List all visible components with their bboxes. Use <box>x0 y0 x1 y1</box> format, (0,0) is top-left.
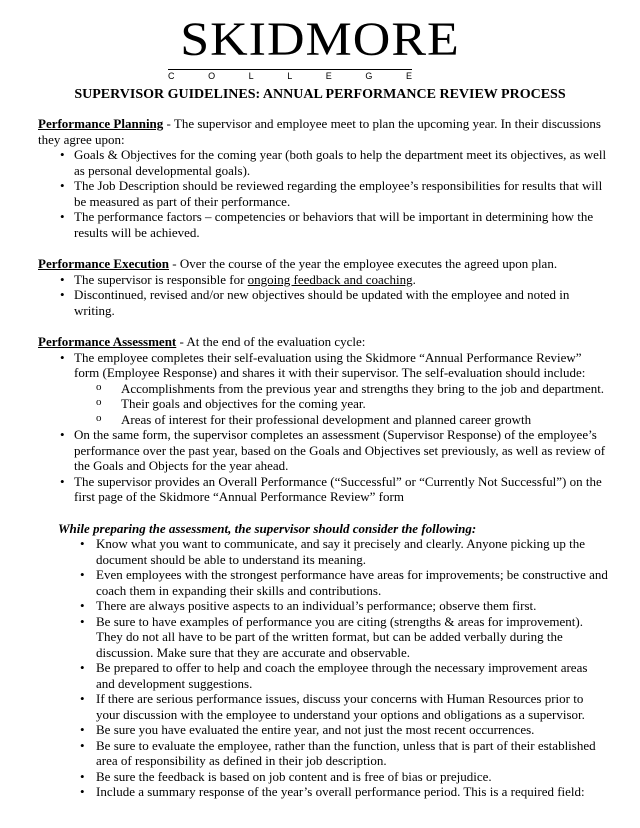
logo-letter: O <box>208 71 216 81</box>
list-item: • There are always positive aspects to an individual’s performance; observe them first. <box>38 598 608 614</box>
list-item <box>38 350 608 428</box>
list-item <box>38 272 608 288</box>
logo-wordmark: SKIDMORE <box>180 13 460 67</box>
page-title: SUPERVISOR GUIDELINES: ANNUAL PERFORMANCE REVIEW PROCESS <box>74 87 566 102</box>
list-item: • Be sure the feedback is based on job content and is free of bias or prejudice. <box>38 769 608 785</box>
logo-subtitle-letters <box>168 70 412 82</box>
sub-list-item: o Their goals and objectives for the coming year. <box>38 396 608 412</box>
list-item: • Even employees with the strongest performance have areas for improvements; be constructive and coach them in expanding their skills and contributions. <box>38 567 608 598</box>
logo-letter: G <box>365 71 373 81</box>
list-item: • On the same form, the supervisor completes an assessment (Supervisor Response) of the employee’s performance over the past year, based on the Goals and Objectives set previously, as well as review of the Goals and Objects for the year ahead. <box>38 427 608 474</box>
assessment-heading: Performance Assessment <box>38 334 177 349</box>
ongoing-feedback-text: ongoing feedback and coaching <box>247 271 413 287</box>
assessment-intro-text: - At the end of the evaluation cycle: <box>176 334 366 349</box>
execution-list <box>38 272 608 319</box>
list-item-text: The employee completes their self-evaluation using the Skidmore “Annual Performance Review” form (Employee Response) and shares it with their supervisor. The self-evaluation should include: <box>74 349 586 380</box>
list-item: • Be sure you have evaluated the entire year, and not just the most recent occurrences. <box>38 722 608 738</box>
sub-list-item: o Accomplishments from the previous year and strengths they bring to the job and department. <box>38 381 608 397</box>
planning-intro <box>38 116 608 147</box>
assessment-intro <box>38 334 608 350</box>
document-body <box>38 116 608 800</box>
logo-letter: E <box>405 71 412 81</box>
logo-letter: E <box>325 71 332 81</box>
list-item: • Discontinued, revised and/or new objectives should be updated with the employee and noted in writing. <box>38 287 608 318</box>
skidmore-logo <box>0 13 640 81</box>
execution-heading: Performance Execution <box>38 256 170 271</box>
logo-subtitle <box>168 64 412 88</box>
logo-letter: L <box>287 71 293 81</box>
considerations-list <box>38 536 608 800</box>
execution-intro <box>38 256 608 272</box>
list-item-text: The supervisor is responsible for <box>74 271 248 287</box>
sub-list-item: o Areas of interest for their professional development and planned career growth <box>38 412 608 428</box>
list-item: • Be sure to evaluate the employee, rather than the function, unless that is part of their established area of responsibility as defined in their job description. <box>38 738 608 769</box>
list-item: • If there are serious performance issues, discuss your concerns with Human Resources prior to your discussion with the employee to understand your options and obligations as a supervisor. <box>38 691 608 722</box>
list-item: • Goals & Objectives for the coming year (both goals to help the department meet its objectives, as well as personal developmental goals). <box>38 147 608 178</box>
assessment-list <box>38 350 608 505</box>
list-item: • The supervisor provides an Overall Performance (“Successful” or “Currently Not Successful”) on the first page of the Skidmore “Annual Performance Review” form <box>38 474 608 505</box>
considerations-heading: While preparing the assessment, the supervisor should consider the following: <box>58 520 477 536</box>
execution-intro-text: - Over the course of the year the employee executes the agreed upon plan. <box>169 256 558 271</box>
list-item-text: . <box>412 271 416 287</box>
list-item: • Know what you want to communicate, and say it precisely and clearly. Anyone picking up the document should be able to understand its meaning. <box>38 536 608 567</box>
planning-intro-text: - The supervisor and employee meet to plan the upcoming year. In their discussions they agree upon: <box>38 116 601 147</box>
list-item: • Include a summary response of the year’s overall performance period. This is a required field: <box>38 784 608 800</box>
list-item: • Be prepared to offer to help and coach the employee through the necessary improvement areas and development suggestions. <box>38 660 608 691</box>
logo-letter: C <box>168 71 175 81</box>
planning-list <box>38 147 608 240</box>
planning-heading: Performance Planning <box>38 116 164 131</box>
list-item: • The Job Description should be reviewed regarding the employee’s responsibilities for results that will be measured as part of their performance. <box>38 178 608 209</box>
list-item: • Be sure to have examples of performance you are citing (strengths & areas for improvement). They do not all have to be part of the written format, but can be added verbally during the discussion. Make sure that they are accurate and observable. <box>38 614 608 661</box>
self-evaluation-sublist <box>38 381 608 428</box>
logo-letter: L <box>248 71 254 81</box>
list-item: • The performance factors – competencies or behaviors that will be important in determining how the results will be achieved. <box>38 209 608 240</box>
